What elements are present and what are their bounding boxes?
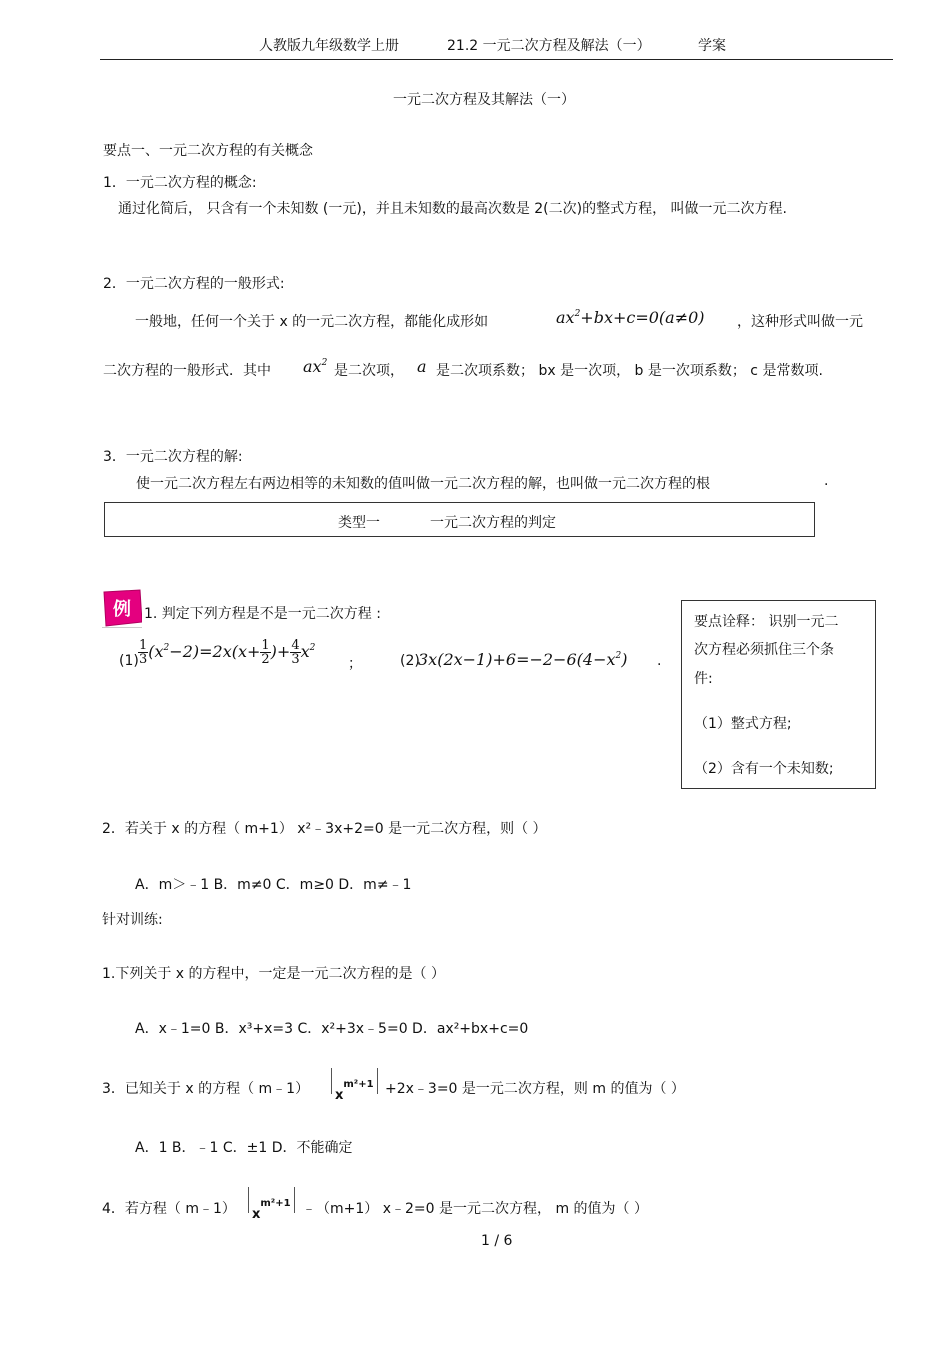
eq1-label: (1) xyxy=(119,653,139,669)
coefficient-a: a xyxy=(417,357,427,376)
note-box xyxy=(681,600,876,789)
general-form-text-a: 一般地，任何一个关于 x 的一元二次方程，都能化成形如 xyxy=(135,314,489,330)
general-form-text-b: ，这种形式叫做一元 xyxy=(737,314,863,330)
solution-text: 使一元二次方程左右两边相等的未知数的值叫做一元二次方程的解，也叫做一元二次方程的根 xyxy=(136,476,710,492)
note-line-1: 要点诠释： 识别一元二 xyxy=(694,614,839,630)
example-question-1: 1. 判定下列方程是不是一元二次方程 : xyxy=(144,606,381,622)
question-4-power: $x^{m^2+1}$ xyxy=(248,1187,295,1222)
question-4-stem-a: 4．若方程（ m﹣1） xyxy=(102,1201,236,1217)
eq2-end: . xyxy=(657,653,662,669)
example-icon-label: 例 xyxy=(113,599,131,620)
concept-text: 通过化简后， 只含有一个未知数 (一元)，并且未知数的最高次数是 2(二次)的整式方程， 叫做一元二次方程. xyxy=(118,201,788,217)
type-title: 一元二次方程的判定 xyxy=(430,515,556,531)
solution-title: 3．一元二次方程的解: xyxy=(103,449,243,465)
question-3-stem-b: +2x﹣3=0 是一元二次方程，则 m 的值为（ ） xyxy=(385,1081,685,1097)
header-left: 人教版九年级数学上册 xyxy=(259,38,399,54)
concept-title: 1．一元二次方程的概念: xyxy=(103,175,257,191)
example-icon xyxy=(102,588,142,628)
training-heading: 针对训练: xyxy=(102,912,163,928)
equation-2: $3x(2x-1)+6=-2-6(4-x^2)$ xyxy=(418,650,628,669)
training-question-1-options: A．x﹣1=0 B．x³+x=3 C．x²+3x﹣5=0 D．ax²+bx+c=0 xyxy=(135,1021,529,1037)
general-form-line2-c: 是二次项系数； bx 是一次项， b 是一次项系数； c 是常数项. xyxy=(436,363,823,379)
quadratic-term: $ax^2$ xyxy=(303,357,328,376)
question-4-stem-b: ﹣（m+1） x﹣2=0 是一元二次方程， m 的值为（ ） xyxy=(302,1201,648,1217)
training-question-1-stem: 1.下列关于 x 的方程中，一定是一元二次方程的是（ ） xyxy=(102,966,445,982)
general-form-title: 2．一元二次方程的一般形式: xyxy=(103,276,285,292)
type-label: 类型一 xyxy=(338,515,380,531)
question-2-options: A．m＞﹣1 B．m≠0 C．m≥0 D．m≠﹣1 xyxy=(135,877,412,893)
question-3-stem-a: 3．已知关于 x 的方程（ m﹣1） xyxy=(102,1081,310,1097)
page-title: 一元二次方程及其解法（一） xyxy=(393,92,575,108)
note-line-2: 次方程必须抓住三个条 xyxy=(694,642,834,658)
general-form-line2-b: 是二次项， xyxy=(334,363,404,379)
general-form-line2-a: 二次方程的一般形式．其中 xyxy=(103,363,271,379)
question-3-options: A．1 B．﹣1 C．±1 D．不能确定 xyxy=(135,1140,353,1156)
note-line-4: （1）整式方程; xyxy=(694,716,792,732)
eq1-semicolon: ； xyxy=(348,656,362,672)
type-box xyxy=(104,502,815,537)
eq2-label: (2) xyxy=(400,653,420,669)
question-2-stem: 2．若关于 x 的方程（ m+1） x²﹣3x+2=0 是一元二次方程，则（ ） xyxy=(102,821,547,837)
general-form-formula: $ax^2+bx+c=0(a\ne 0)$ xyxy=(556,308,705,327)
note-line-3: 件: xyxy=(694,671,713,687)
note-line-5: （2）含有一个未知数; xyxy=(694,761,834,777)
section-heading: 要点一、一元二次方程的有关概念 xyxy=(103,143,313,159)
question-3-power: $x^{m^2+1}$ xyxy=(331,1068,378,1103)
header-middle: 21.2 一元二次方程及解法（一） xyxy=(447,38,651,54)
equation-1: $\frac{1}{3}$ $(x^2-2)=2x(x+$ $\frac{1}{2}$ )+ $\frac{4}{3}$ $x^2$ xyxy=(139,638,316,667)
header-rule xyxy=(100,59,893,60)
solution-end: . xyxy=(824,473,829,489)
header-right: 学案 xyxy=(698,38,726,54)
page-number: 1 / 6 xyxy=(481,1233,513,1249)
